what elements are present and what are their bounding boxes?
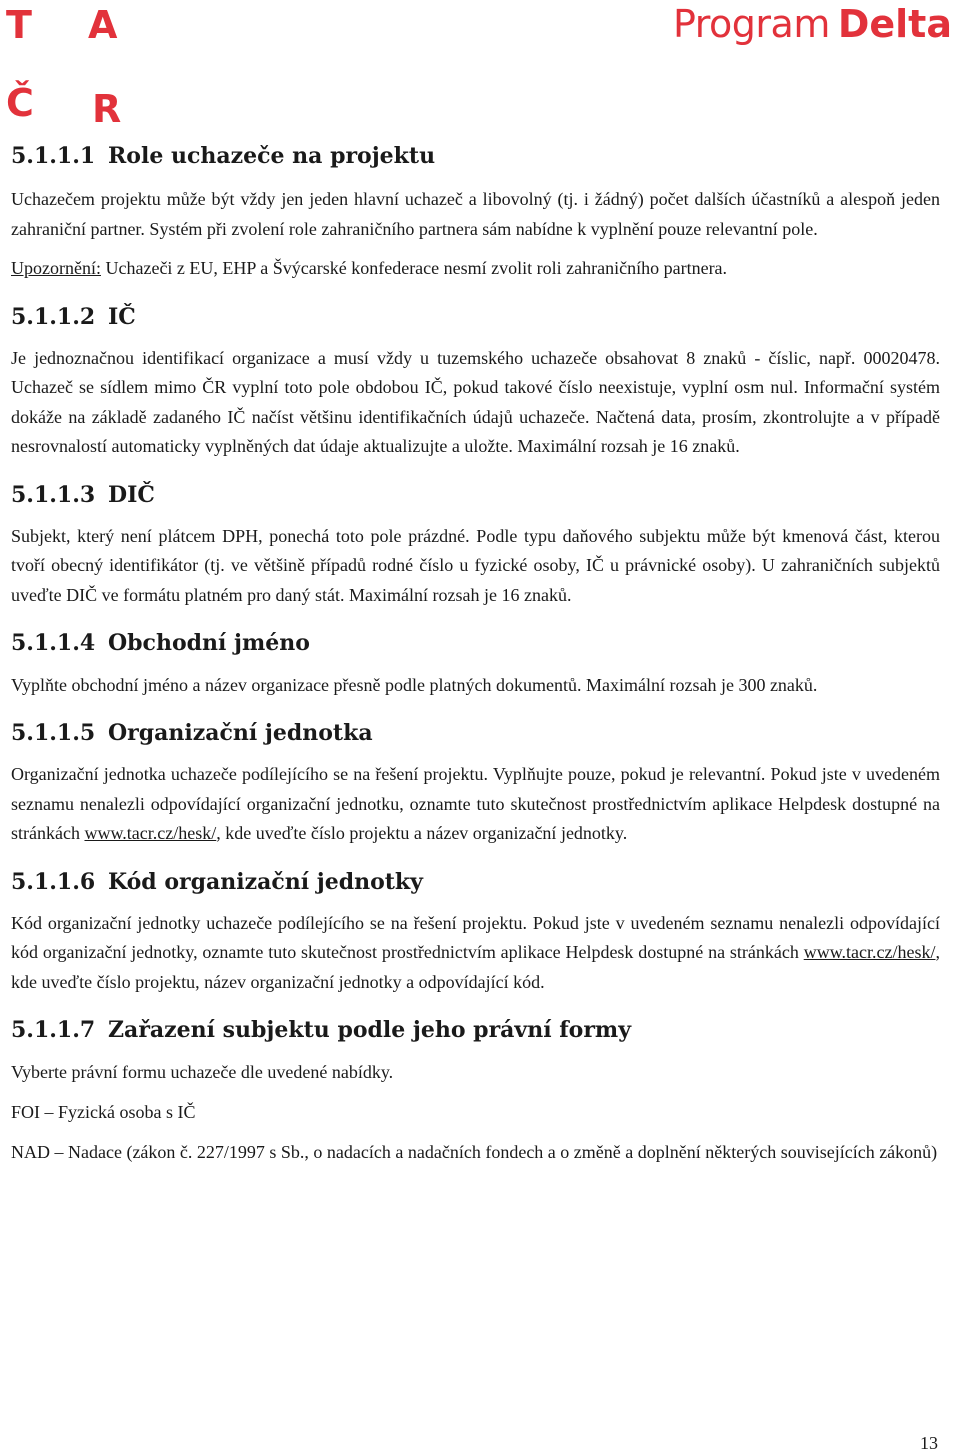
program-delta-logo [673,2,952,48]
program-name: Delta [837,2,952,46]
helpdesk-link[interactable]: www.tacr.cz/hesk/ [84,823,217,844]
page-number: 13 [920,1433,938,1453]
logo-letter-c: Č [6,81,34,125]
section-heading: 5.1.1.5 Organizační jednotka [11,720,373,747]
logo-letter-a: A [88,3,118,47]
legal-form-item: FOI – Fyzická osoba s IČ [11,1102,196,1123]
logo-letter-t: T [6,3,32,47]
section-heading: 5.1.1.2 IČ [11,303,136,330]
legal-form-item: NAD – Nadace (zákon č. 227/1997 s Sb., o nadacích a nadačních fondech a o změně a doplnění některých souvisejících zákonů) [11,1142,938,1163]
section-paragraph: Organizační jednotka uchazeče podílejícího se na řešení projektu. Vyplňujte pouze, pokud je relevantní. Pokud jste v uvedeném seznamu nenalezli odpovídající organizační jednotku, oznamte tuto skutečnost prostřednictvím aplikace Helpdesk dostupné na stránkách www.tacr.cz/hesk/, kde uveďte číslo projektu a název organizační jednotky. [11,764,940,844]
section-paragraph: Kód organizační jednotky uchazeče podílejícího se na řešení projektu. Pokud jste v uvedeném seznamu nenalezli odpovídající kód organizační jednotky, oznamte tuto skutečnost prostřednictvím aplikace Helpdesk dostupné na stránkách www.tacr.cz/hesk/, kde uveďte číslo projektu, název organizační jednotky a odpovídající kód. [11,913,940,992]
document-body [11,143,940,1168]
program-word: Program [673,2,830,46]
section-paragraph: Vyberte právní formu uchazeče dle uvedené nabídky. [11,1061,394,1082]
section-paragraph: Uchazečem projektu může být vždy jen jeden hlavní uchazeč a libovolný (tj. i žádný) počet dalších účastníků a alespoň jeden zahraniční partner. Systém při zvolení role zahraničního partnera sám nabídne k vyplnění pouze relevantní pole. [11,189,940,239]
tacr-logo [6,3,126,131]
section-heading: 5.1.1.4 Obchodní jméno [11,630,310,657]
section-paragraph: Je jednoznačnou identifikací organizace a musí vždy u tuzemského uchazeče obsahovat 8 znaků - číslic, např. 00020478. Uchazeč se sídlem mimo ČR vyplní toto pole obdobou IČ, pokud takové číslo neexistuje, vyplní osm nul. Informační systém dokáže na základě zadaného IČ načíst většinu identifikačních údajů uchazeče. Načtená data, prosím, zkontrolujte a v případě nesrovnalostí automaticky vyplněných dat údaje aktualizujte a uložte. Maximální rozsah je 16 znaků. [11,348,940,457]
section-paragraph: Subjekt, který není plátcem DPH, ponechá toto pole prázdné. Podle typu daňového subjektu může být kmenová část, kterou tvoří obecný identifikátor (tj. ve většině případů rodné číslo u fyzické osoby, IČ u právnické osoby). U zahraničních subjektů uveďte DIČ ve formátu platném pro daný stát. Maximální rozsah je 16 znaků. [11,526,940,605]
section-paragraph: Vyplňte obchodní jméno a název organizace přesně podle platných dokumentů. Maximální rozsah je 300 znaků. [11,674,818,695]
section-heading: 5.1.1.7 Zařazení subjektu podle jeho právní formy [11,1017,631,1044]
section-heading: 5.1.1.3 DIČ [11,481,155,508]
section-heading: 5.1.1.6 Kód organizační jednotky [11,868,423,895]
warning-label: Upozornění: [11,258,101,279]
helpdesk-link[interactable]: www.tacr.cz/hesk/ [803,942,936,963]
logo-letter-r: R [92,87,122,131]
section-heading: 5.1.1.1 Role uchazeče na projektu [11,143,436,169]
warning-paragraph: Upozornění: Uchazeči z EU, EHP a Švýcarské konfederace nesmí zvolit roli zahraničního partnera. [11,258,728,279]
